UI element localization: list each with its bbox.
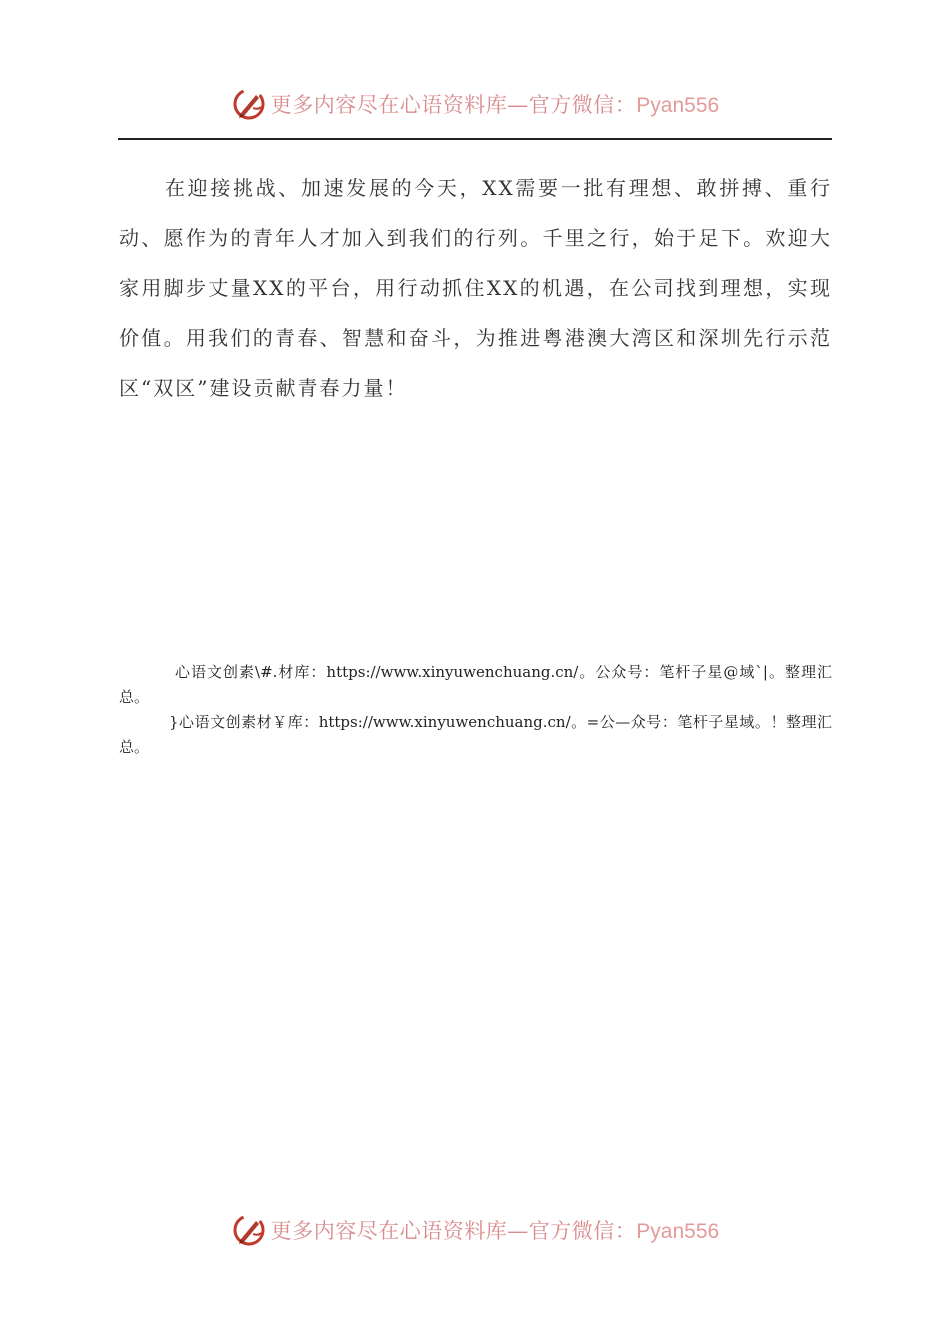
pen-logo-icon xyxy=(231,1212,267,1248)
header-banner xyxy=(0,82,950,126)
source-note-2: }心语文创素材￥库：https://www.xinyuwenchuang.cn/。=公—众号：笔杆子星域。！整理汇总。 xyxy=(119,713,832,756)
header-divider xyxy=(118,138,832,140)
source-notes xyxy=(119,660,832,760)
footer-banner xyxy=(0,1208,950,1252)
header-slogan: 更多内容尽在心语资料库—官方微信：Pyan556 xyxy=(270,93,720,117)
pen-logo-icon xyxy=(231,86,267,122)
footer-wechat-id: Pyan556 xyxy=(636,1220,720,1243)
source-note-1: 心语文创素\#.材库：https://www.xinyuwenchuang.cn/。公众号：笔杆子星@域`|。整理汇总。 xyxy=(119,663,832,706)
header-wechat-id: Pyan556 xyxy=(636,94,720,117)
footer-slogan: 更多内容尽在心语资料库—官方微信：Pyan556 xyxy=(270,1219,720,1243)
body-paragraph: 在迎接挑战、加速发展的今天，XX需要一批有理想、敢拼搏、重行动、愿作为的青年人才加入到我们的行列。千里之行，始于足下。欢迎大家用脚步丈量XX的平台，用行动抓住XX的机遇，在公司找到理想，实现价值。用我们的青春、智慧和奋斗，为推进粤港澳大湾区和深圳先行示范区“双区”建设贡献青春力量！ xyxy=(119,176,832,400)
